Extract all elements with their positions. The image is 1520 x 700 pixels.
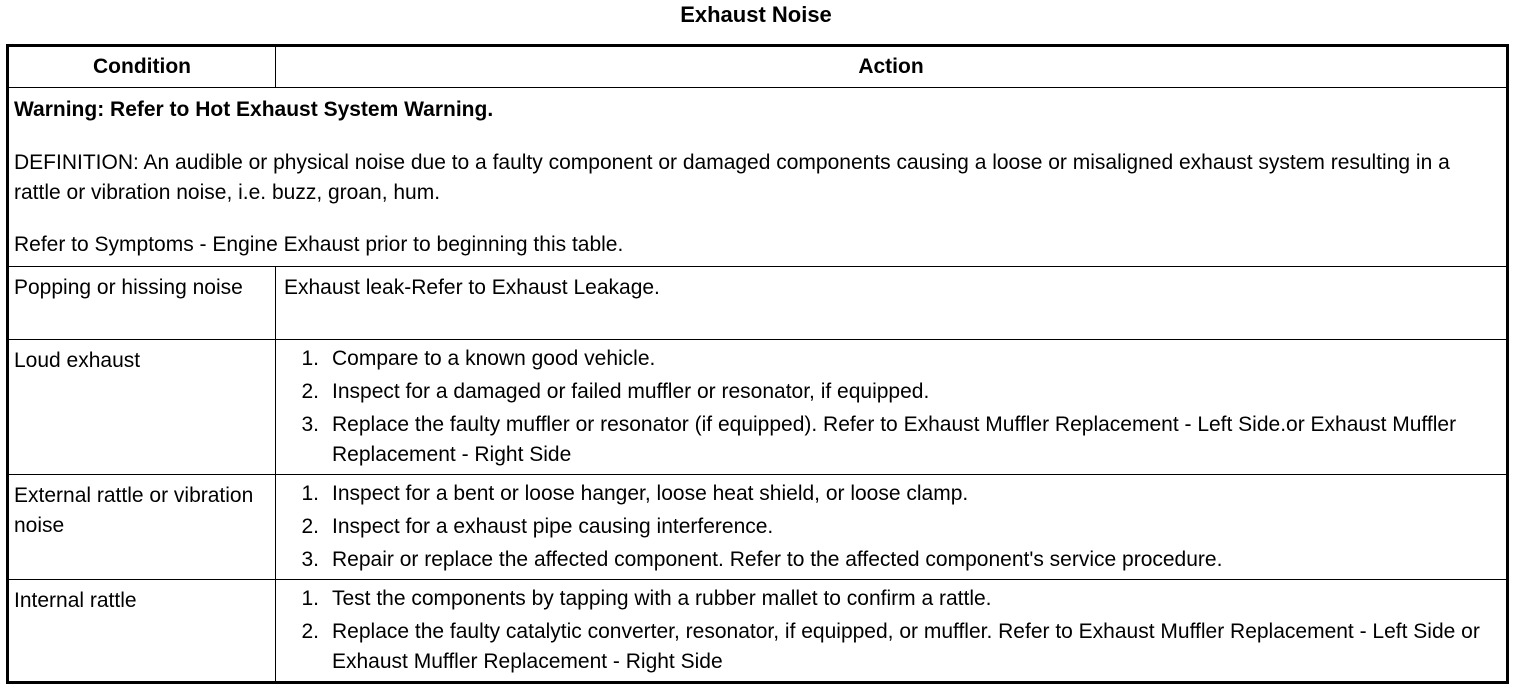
action-cell: [276, 340, 1508, 475]
list-item: [276, 512, 1498, 542]
step-text: Replace the faulty catalytic converter, resonator, if equipped, or muffler. Refer to Exhaust Muffler Replacement - Left Side or Exhaust Muffler Replacement - Right Side: [332, 620, 1480, 673]
step-number: 3.: [301, 413, 319, 436]
step-text: Replace the faulty muffler or resonator (if equipped). Refer to Exhaust Muffler Replacement - Left Side.or Exhaust Muffler Replacement - Right Side: [332, 413, 1457, 466]
action-cell: [276, 580, 1508, 683]
step-number: 2.: [301, 515, 319, 538]
action-cell: [276, 475, 1508, 580]
table-row: [8, 475, 1508, 580]
list-item: [276, 617, 1498, 677]
page-title: Exhaust Noise: [680, 2, 832, 27]
note-row: [8, 88, 1508, 267]
step-text: Inspect for a exhaust pipe causing interference.: [332, 515, 774, 538]
list-item: [276, 584, 1498, 614]
step-text: Inspect for a bent or loose hanger, loose heat shield, or loose clamp.: [332, 482, 969, 505]
condition-header: Condition: [8, 46, 276, 88]
step-number: 2.: [301, 620, 319, 643]
reference-text: Refer to Symptoms - Engine Exhaust prior to beginning this table.: [14, 233, 624, 256]
list-item: [276, 377, 1498, 407]
step-text: Compare to a known good vehicle.: [332, 347, 656, 370]
step-list: [276, 344, 1498, 470]
diagnostic-table: [6, 44, 1509, 684]
condition-cell: External rattle or vibration noise: [8, 475, 276, 580]
step-text: Test the components by tapping with a rubber mallet to confirm a rattle.: [332, 587, 992, 610]
step-number: 1.: [301, 482, 319, 505]
step-number: 1.: [301, 347, 319, 370]
step-number: 2.: [301, 380, 319, 403]
condition-cell: Internal rattle: [8, 580, 276, 683]
step-text: Inspect for a damaged or failed muffler or resonator, if equipped.: [332, 380, 930, 403]
step-number: 3.: [301, 548, 319, 571]
header-row: [8, 46, 1508, 88]
table-row: [8, 580, 1508, 683]
step-list: [276, 479, 1498, 575]
action-cell: Exhaust leak-Refer to Exhaust Leakage.: [276, 267, 1508, 340]
table-row: [8, 267, 1508, 340]
action-header: Action: [276, 46, 1508, 88]
list-item: [276, 410, 1498, 470]
table-row: [8, 340, 1508, 475]
condition-cell: Popping or hissing noise: [8, 267, 276, 340]
note-cell: [8, 88, 1508, 267]
definition-text: DEFINITION: An audible or physical noise due to a faulty component or damaged components causing a loose or misaligned exhaust system resulting in a rattle or vibration noise, i.e. buzz, groan, hum.: [14, 151, 1450, 204]
step-text: Repair or replace the affected component. Refer to the affected component's service procedure.: [332, 548, 1223, 571]
list-item: [276, 479, 1498, 509]
list-item: [276, 545, 1498, 575]
list-item: [276, 344, 1498, 374]
warning-text: Warning: Refer to Hot Exhaust System Warning.: [14, 98, 494, 121]
step-number: 1.: [301, 587, 319, 610]
step-list: [276, 584, 1498, 677]
condition-cell: Loud exhaust: [8, 340, 276, 475]
